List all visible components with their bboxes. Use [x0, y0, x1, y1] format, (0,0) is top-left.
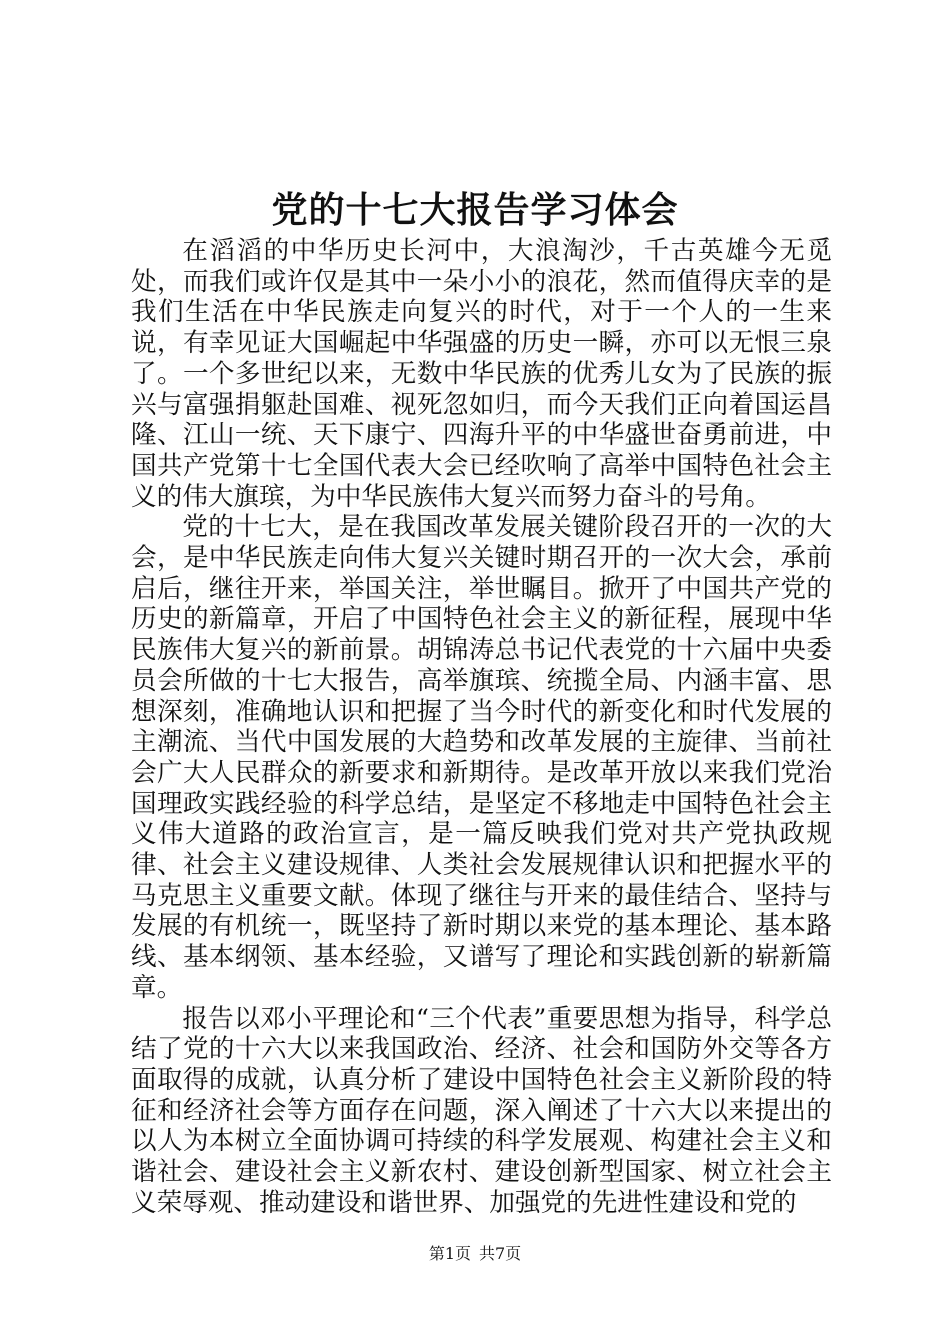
page-footer	[0, 1244, 950, 1264]
page-number: 第1页	[428, 1244, 471, 1263]
paragraph-2: 党的十七大，是在我国改革发展关键阶段召开的一次的大会，是中华民族走向伟大复兴关键时期召开的一次大会，承前启后，继往开来，举国关注，举世瞩目。掀开了中国共产党的历史的新篇章，开启了中国特色社会主义的新征程，展现中华民族伟大复兴的新前景。胡锦涛总书记代表党的十六届中央委员会所做的十七大报告，高举旗瑸、统揽全局、内涵丰富、思想深刻，准确地认识和把握了当今时代的新变化和时代发展的主潮流、当代中国发展的大趋势和改革发展的主旋律、当前社会广大人民群众的新要求和新期待。是改革开放以来我们党治国理政实践经验的科学总结，是坚定不移地走中国特色社会主义伟大道路的政治宣言，是一篇反映我们党对共产党执政规律、社会主义建设规律、人类社会发展规律认识和把握水平的马克思主义重要文献。体现了继往与开来的最佳结合、坚持与发展的有机统一，既坚持了新时期以来党的基本理论、基本路线、基本纲领、基本经验，又谱写了理论和实践创新的崭新篇章。	[131, 512, 832, 1003]
paragraph-1: 在滔滔的中华历史长河中，大浪淘沙，千古英雄今无觅处，而我们或许仅是其中一朵小小的浪花，然而值得庆幸的是我们生活在中华民族走向复兴的时代，对于一个人的一生来说，有幸见证大国崛起中华强盛的历史一瞬，亦可以无恨三泉了。一个多世纪以来，无数中华民族的优秀儿女为了民族的振兴与富强捐躯赴国难、视死忽如归，而今天我们正向着国运昌隆、江山一统、天下康宁、四海升平的中华盛世奋勇前进，中国共产党第十七全国代表大会已经吹响了高举中国特色社会主义的伟大旗瑸，为中华民族伟大复兴而努力奋斗的号角。	[131, 236, 832, 512]
document-body	[131, 236, 832, 1219]
page-total: 共7页	[479, 1244, 522, 1263]
document-title: 党的十七大报告学习体会	[271, 189, 679, 231]
paragraph-3: 报告以邓小平理论和“三个代表”重要思想为指导，科学总结了党的十六大以来我国政治、经济、社会和国防外交等各方面取得的成就，认真分析了建设中国特色社会主义新阶段的特征和经济社会等方面存在问题，深入阐述了十六大以来提出的以人为本树立全面协调可持续的科学发展观、构建社会主义和谐社会、建设社会主义新农村、建设创新型国家、树立社会主义荣辱观、推动建设和谐世界、加强党的先进性建设和党的	[131, 1003, 832, 1218]
